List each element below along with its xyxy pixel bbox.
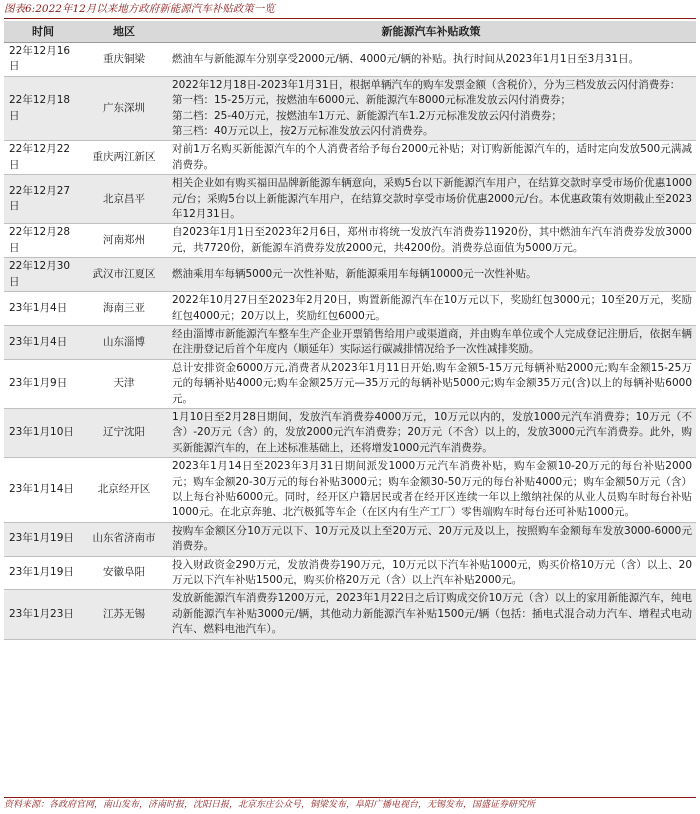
cell-time: 22年12月18日 — [4, 76, 82, 141]
cell-region: 辽宁沈阳 — [82, 408, 166, 457]
cell-region: 重庆铜梁 — [82, 43, 166, 77]
cell-policy: 2022年12月18日-2023年1月31日，根据单辆汽车的购车发票金额（含税价），分为三档发放云闪付消费券： 第一档：15-25万元，按燃油车6000元、新能源汽车8000元标准发放云闪付消费券； 第二档：25-40万元，按燃油车1万元、新能源汽车1.2万元标准发放云闪付消费券； 第三档：40万元以上，按2万元标准发放云闪付消费券。 — [166, 76, 696, 141]
header-policy: 新能源汽车补贴政策 — [166, 21, 696, 43]
cell-policy: 相关企业如有购买福田品牌新能源车辆意向，采购5台以下新能源汽车用户，在结算交款时享受市场价优惠1000元/台；采购5台以上新能源汽车用户，在结算交款时享受市场价优惠2000元/台。本优惠政策有效期截止至2023年12月31日。 — [166, 175, 696, 224]
cell-time: 23年1月9日 — [4, 359, 82, 408]
figure-caption: 图表6:2022年12月以来地方政府新能源汽车补贴政策一览 — [4, 0, 696, 19]
table-row — [4, 590, 696, 639]
cell-time: 23年1月19日 — [4, 556, 82, 590]
cell-policy: 自2023年1月1日至2023年2月6日，郑州市将统一发放汽车消费券11920份，其中燃油车汽车消费券发放3000元，共7720份，新能源车消费券发放2000元，共4200份。消费券总面值为5000万元。 — [166, 224, 696, 258]
cell-time: 23年1月4日 — [4, 325, 82, 359]
table-row — [4, 43, 696, 77]
cell-region: 北京昌平 — [82, 175, 166, 224]
cell-policy: 投入财政资金290万元，发放消费券190万元，10万元以下汽车补贴1000元，购买价格10万元（含）以上、20万元以下汽车补贴1500元，购买价格20万元（含）以上汽车补贴2000元。 — [166, 556, 696, 590]
table-row — [4, 224, 696, 258]
table-row — [4, 556, 696, 590]
cell-region: 山东淄博 — [82, 325, 166, 359]
table-row — [4, 258, 696, 292]
source-note: 资料来源：各政府官网，南山发布，济南时报，沈阳日报，北京东庄公众号，铜梁发布，阜阳广播电视台，无锡发布，国盛证券研究所 — [4, 797, 696, 814]
cell-region: 安徽阜阳 — [82, 556, 166, 590]
cell-policy: 2022年10月27日至2023年2月20日，购置新能源汽车在10万元以下，奖励红包3000元；10至20万元，奖励红包4000元；20万以上，奖励红包6000元。 — [166, 292, 696, 326]
cell-policy: 燃油乘用车每辆5000元一次性补贴，新能源乘用车每辆10000元一次性补贴。 — [166, 258, 696, 292]
cell-policy: 燃油车与新能源车分别享受2000元/辆、4000元/辆的补贴。执行时间从2023年1月1日至3月31日。 — [166, 43, 696, 77]
table-row — [4, 175, 696, 224]
cell-region: 北京经开区 — [82, 458, 166, 523]
cell-region: 河南郑州 — [82, 224, 166, 258]
cell-policy: 总计安排资金6000万元,消费者从2023年1月11日开始,购车金额5-15万元每辆补贴2000元;购车金额15-25万元的每辆补贴4000元;购车金额25万元—35万元的每辆补贴5000元;购车金额35万元(含)以上的每辆补贴6000元。 — [166, 359, 696, 408]
cell-time: 23年1月19日 — [4, 522, 82, 556]
table-row — [4, 141, 696, 175]
cell-time: 23年1月23日 — [4, 590, 82, 639]
cell-policy: 发放新能源汽车消费券1200万元，2023年1月22日之后订购成交价10万元（含）以上的家用新能源汽车，纯电动新能源汽车补贴3000元/辆，其他动力新能源汽车补贴1500元/辆（包括：插电式混合动力汽车、增程式电动汽车、燃料电池汽车）。 — [166, 590, 696, 639]
table-row — [4, 359, 696, 408]
header-time: 时间 — [4, 21, 82, 43]
cell-time: 23年1月10日 — [4, 408, 82, 457]
table-row — [4, 76, 696, 141]
cell-time: 22年12月27日 — [4, 175, 82, 224]
cell-policy: 2023年1月14日至2023年3月31日期间派发1000万元汽车消费补贴，购车金额10-20万元的每台补贴2000元；购车金额20-30万元的每台补贴3000元；购车金额30-50万元的每台补贴4000元；购车金额50万元（含）以上每台补贴6000元。同时，经开区户籍居民或者在经开区连续一年以上缴纳社保的从业人员购车时每台补贴1000元。在北京奔驰、北汽极狐等车企（在区内有生产工厂）零售端购车时每台还可补贴1000元。 — [166, 458, 696, 523]
cell-policy: 经由淄博市新能源汽车整车生产企业开票销售给用户或渠道商，并由购车单位或个人完成登记注册后，依据车辆在注册登记后首个年度内（顺延年）实际运行碳减排情况给予一次性减排奖励。 — [166, 325, 696, 359]
cell-region: 武汉市江夏区 — [82, 258, 166, 292]
cell-policy: 1月10日至2月28日期间，发放汽车消费券4000万元，10万元以内的，发放1000元汽车消费券；10万元（不含）-20万元（含）的，发放2000元汽车消费券；20万元（不含）以上的，发放3000元汽车消费券。此外，购买新能源汽车的，在上述标准基础上，还将增发1000元汽车消费券。 — [166, 408, 696, 457]
cell-time: 22年12月30日 — [4, 258, 82, 292]
table-row — [4, 458, 696, 523]
cell-time: 23年1月14日 — [4, 458, 82, 523]
table-row — [4, 408, 696, 457]
cell-region: 山东省济南市 — [82, 522, 166, 556]
cell-region: 重庆两江新区 — [82, 141, 166, 175]
cell-time: 22年12月16日 — [4, 43, 82, 77]
policy-table — [4, 21, 696, 640]
cell-region: 海南三亚 — [82, 292, 166, 326]
table-header-row — [4, 21, 696, 43]
cell-region: 广东深圳 — [82, 76, 166, 141]
cell-time: 22年12月22日 — [4, 141, 82, 175]
table-row — [4, 292, 696, 326]
cell-policy: 按购车金额区分10万元以下、10万元及以上至20万元、20万元及以上，按照购车金额每车发放3000-6000元消费券。 — [166, 522, 696, 556]
cell-policy: 对前1万名购买新能源汽车的个人消费者给予每台2000元补贴；对订购新能源汽车的，适时定向发放500元满减消费券。 — [166, 141, 696, 175]
cell-region: 江苏无锡 — [82, 590, 166, 639]
table-row — [4, 522, 696, 556]
table-row — [4, 325, 696, 359]
cell-time: 22年12月28日 — [4, 224, 82, 258]
cell-region: 天津 — [82, 359, 166, 408]
cell-time: 23年1月4日 — [4, 292, 82, 326]
header-region: 地区 — [82, 21, 166, 43]
